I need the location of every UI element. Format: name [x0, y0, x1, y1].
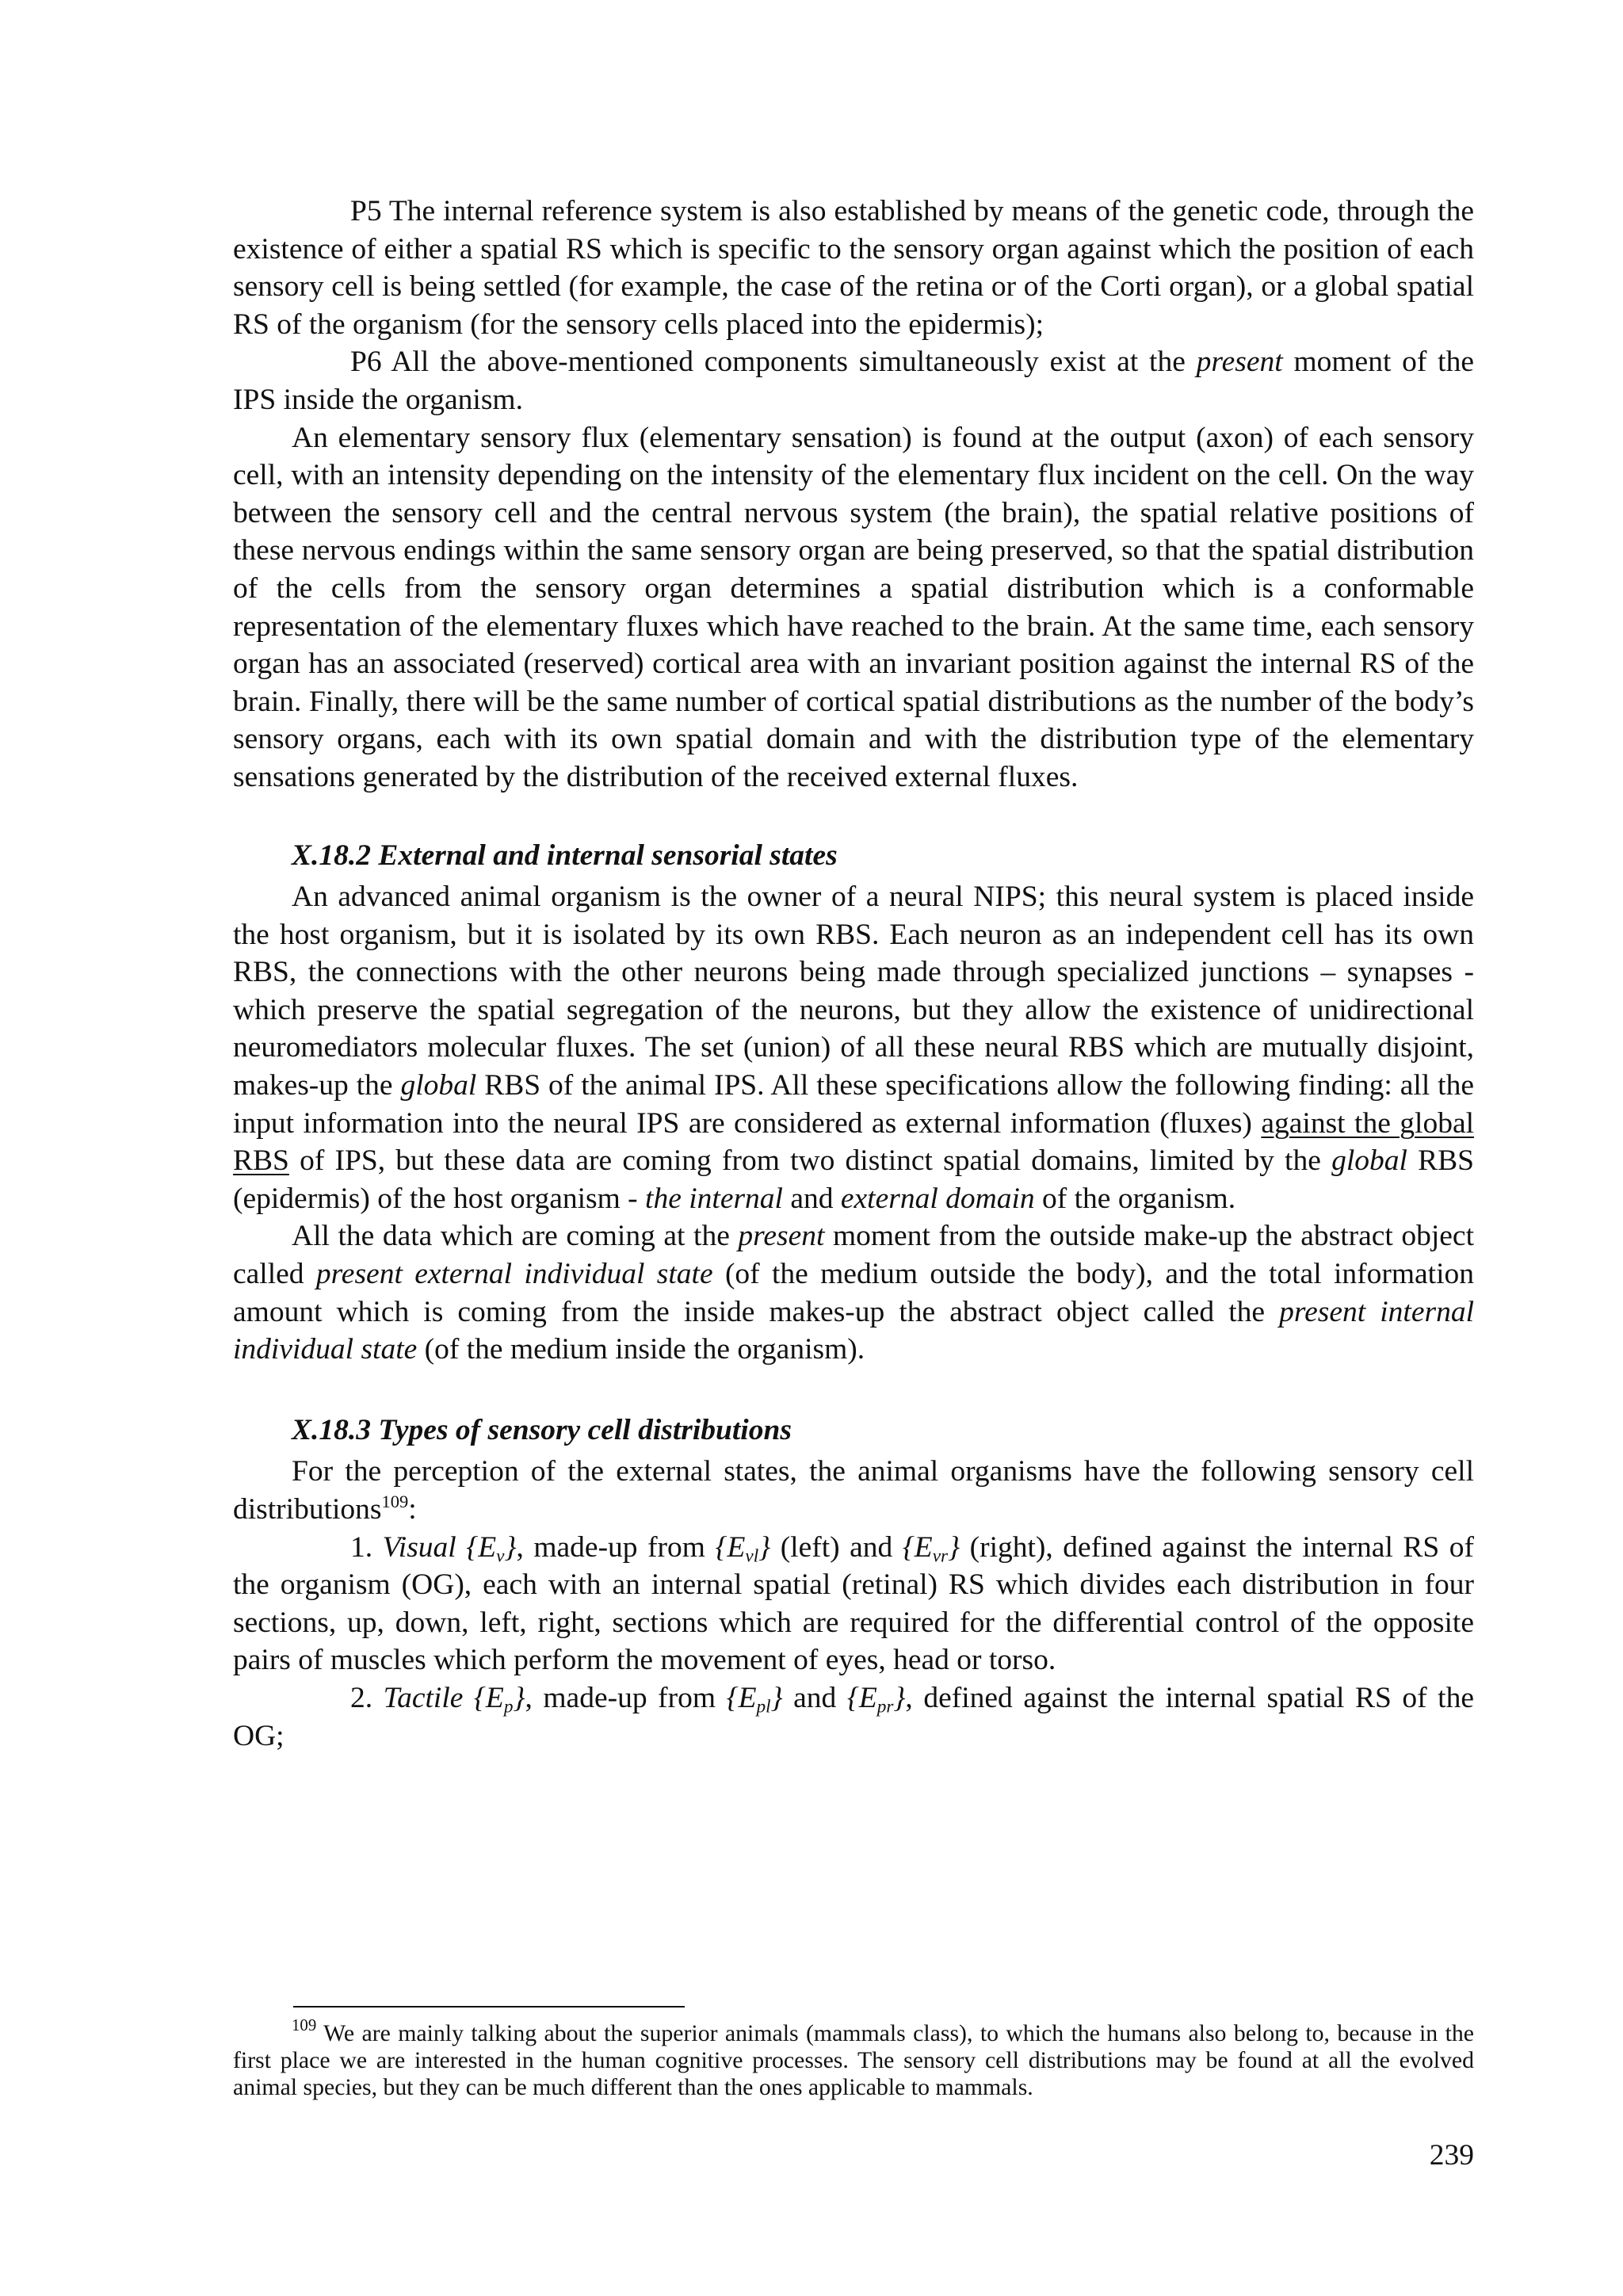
- paragraph-neural-nips: An advanced animal organism is the owner of a neural NIPS; this neural system is placed inside the host organism, but it is isolated by its own RBS. Each neuron as an independent cell has its own RBS, the connections with the other neurons being made through specialized junctions – synapses - which preserve the spatial segregation of the neurons, but they allow the existence of unidirectional neuromediators molecular fluxes. The set (union) of all these neural RBS which are mutually disjoint, makes-up the global RBS of the animal IPS. All these specifications allow the following finding: all the input information into the neural IPS are considered as external information (fluxes) against the global RBS of IPS, but these data are coming from two distinct spatial domains, limited by the global RBS (epidermis) of the host organism - the internal and external domain of the organism.: [233, 881, 1475, 1215]
- paragraph-elementary-flux: An elementary sensory flux (elementary sensation) is found at the output (axon) of each sensory cell, with an intensity depending on the intensity of the elementary flux incident on the cell. On the way between the sensory cell and the central nervous system (the brain), the spatial relative positions of these nervous endings within the same sensory organ are being preserved, so that the spatial distribution of the cells from the sensory organ determines a spatial distribution which is a conformable representation of the elementary fluxes which have reached to the brain. At the same time, each sensory organ has an associated (reserved) cortical area with an invariant position against the internal RS of the brain. Finally, there will be the same number of cortical spatial distributions as the number of the body’s sensory organs, each with its own spatial domain and with the distribution type of the elementary sensations generated by the distribution of the received external fluxes.: [233, 421, 1474, 793]
- body-text: [233, 193, 1474, 1755]
- paragraph-perception: For the perception of the external states, the animal organisms have the following sensory cell distributions$^{109}$:: [233, 1455, 1474, 1526]
- footnote-marker: 109: [292, 2015, 317, 2035]
- list-item-visual: 1. Visual $\{E_v\}$, made-up from $\{E_{vl}\}$ (left) and $\{E_{vr}\}$ (right), defined against the internal RS of the organism (OG), each with an internal spatial (retinal) RS which divides each distribution in four sections, up, down, left, right, sections which are required for the differential control of the opposite pairs of muscles which perform the movement of eyes, head or torso.: [233, 1530, 1475, 1677]
- paragraph-individual-states: All the data which are coming at the present moment from the outside make-up the abstract object called present external individual state (of the medium outside the body), and the total information amount which is coming from the inside makes-up the abstract object called the present internal individual state (of the medium inside the organism).: [233, 1220, 1474, 1366]
- list-item-tactile: 2. Tactile $\{E_p\}$, made-up from $\{E_{pl}\}$ and $\{E_{pr}\}$, defined against the internal spatial RS of the OG;: [233, 1681, 1474, 1752]
- section-heading-x18-2: X.18.2 External and internal sensorial states: [292, 839, 838, 872]
- paragraph-p6: P6 All the above-mentioned components simultaneously exist at the present moment of the IPS inside the organism.: [233, 346, 1474, 416]
- footnote-109: $^{109}$ We are mainly talking about the superior animals (mammals class), to which the humans also belong to, because in the first place we are interested in the human cognitive processes. The sensory cell distributions may be found at all the evolved animal species, but they can be much different than the ones applicable to mammals.: [233, 2015, 1474, 2100]
- paragraph-p5: P5 The internal reference system is also established by means of the genetic code, through the existence of either a spatial RS which is specific to the sensory organ against which the position of each sensory cell is being settled (for example, the case of the retina or of the Corti organ), or a global spatial RS of the organism (for the sensory cells placed into the epidermis);: [233, 195, 1474, 341]
- footnote-ref: 109: [381, 1492, 409, 1512]
- section-heading-x18-3: X.18.3 Types of sensory cell distributions: [292, 1413, 792, 1446]
- page-number: 239: [1429, 2139, 1474, 2172]
- footnote-divider: [293, 2006, 685, 2008]
